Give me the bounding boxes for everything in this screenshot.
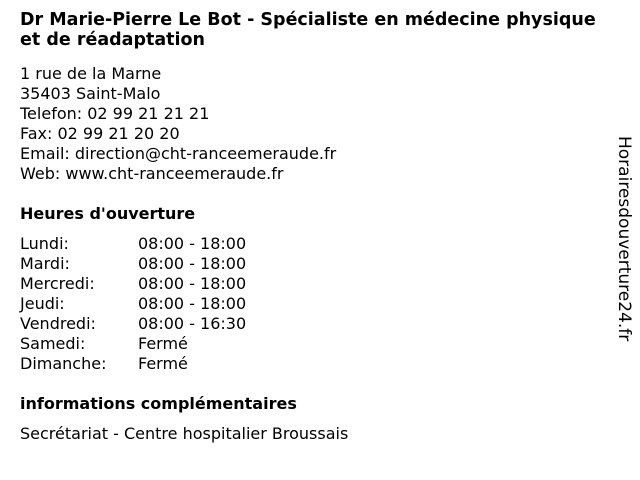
additional-info-heading: informations complémentaires: [20, 394, 297, 413]
phone-number: Telefon: 02 99 21 21 21: [20, 104, 210, 123]
time-value: 08:00 - 16:30: [138, 314, 247, 333]
day-label: Mercredi:: [20, 274, 95, 293]
time-value: 08:00 - 18:00: [138, 274, 247, 293]
fax-number: Fax: 02 99 21 20 20: [20, 124, 180, 143]
additional-info-text: Secrétariat - Centre hospitalier Broussais: [20, 424, 349, 443]
time-value: 08:00 - 18:00: [138, 294, 247, 313]
watermark-text: Horairesdouverture24.fr: [614, 136, 634, 342]
website-address: Web: www.cht-ranceemeraude.fr: [20, 164, 284, 183]
page-title: Dr Marie-Pierre Le Bot - Spécialiste en médecine physique et de réadaptation: [20, 10, 596, 50]
day-label: Mardi:: [20, 254, 70, 273]
time-value: Fermé: [138, 334, 188, 353]
day-label: Dimanche:: [20, 354, 107, 373]
time-value: Fermé: [138, 354, 188, 373]
email-address: Email: direction@cht-ranceemeraude.fr: [20, 144, 337, 163]
opening-hours-heading: Heures d'ouverture: [20, 204, 196, 223]
day-label: Lundi:: [20, 234, 69, 253]
address-city: 35403 Saint-Malo: [20, 84, 161, 103]
address-street: 1 rue de la Marne: [20, 64, 162, 83]
contact-block: [20, 64, 336, 184]
time-value: 08:00 - 18:00: [138, 254, 247, 273]
day-label: Samedi:: [20, 334, 86, 353]
day-label: Vendredi:: [20, 314, 96, 333]
site-watermark: [612, 136, 634, 348]
time-value: 08:00 - 18:00: [138, 234, 247, 253]
day-label: Jeudi:: [20, 294, 65, 313]
